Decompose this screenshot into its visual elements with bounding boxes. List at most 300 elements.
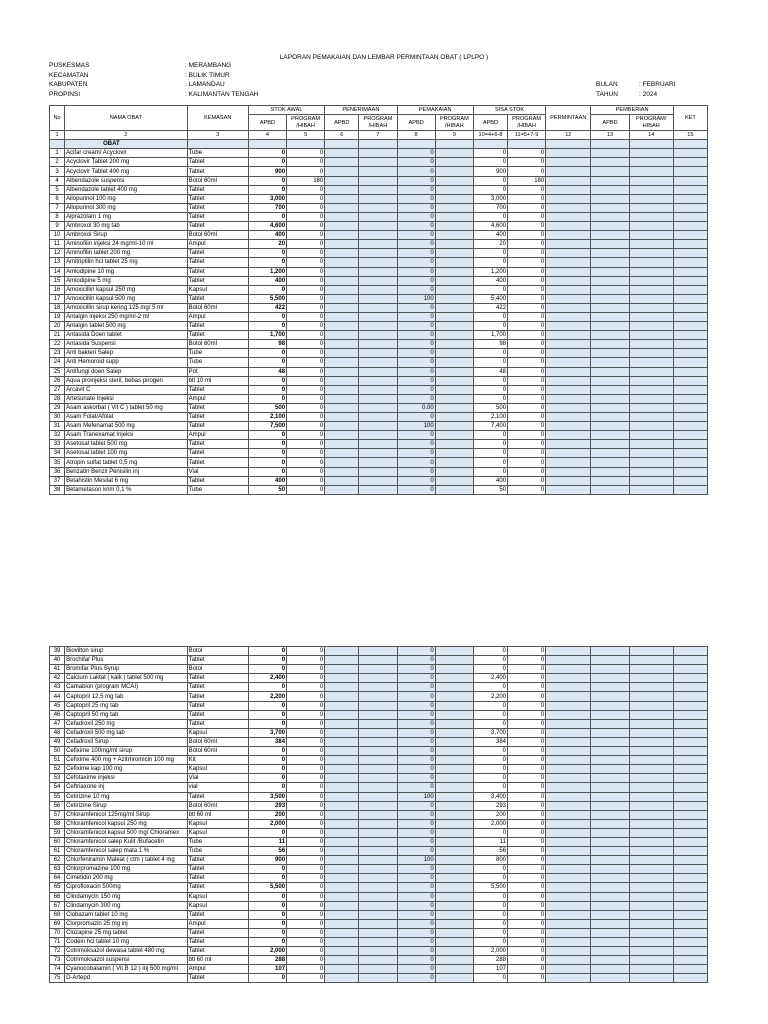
cell-pemakaian-apbd: 0 xyxy=(397,349,435,358)
cell-ket xyxy=(673,467,707,476)
cell-stok-awal-program: 0 xyxy=(287,249,325,258)
cell-stok-awal-program: 0 xyxy=(287,737,325,746)
cell-pemakaian-program xyxy=(435,367,473,376)
cell-sisa-program: 0 xyxy=(508,774,546,783)
cell-permintaan xyxy=(546,340,591,349)
cell-sisa-program: 0 xyxy=(508,403,546,412)
cell-sisa-apbd: 0 xyxy=(473,394,507,403)
cell-penerimaan-apbd xyxy=(325,240,359,249)
cell-stok-awal-program: 0 xyxy=(287,956,325,965)
cell-no: 70 xyxy=(50,928,65,937)
cell-stok-awal-program: 0 xyxy=(287,458,325,467)
cell-stok-awal-apbd: 2,200 xyxy=(248,692,286,701)
cell-pemakaian-program xyxy=(435,212,473,221)
cell-pemberian-program xyxy=(629,801,673,810)
cell-no: 5 xyxy=(50,185,65,194)
cell-penerimaan-program xyxy=(359,701,397,710)
cell-sisa-program: 0 xyxy=(508,910,546,919)
cell-stok-awal-apbd: 5,500 xyxy=(248,294,286,303)
cell-sisa-program: 0 xyxy=(508,701,546,710)
cell-no: 42 xyxy=(50,674,65,683)
cell-sisa-program: 0 xyxy=(508,322,546,331)
cell-stok-awal-program: 0 xyxy=(287,158,325,167)
cell-sisa-program: 0 xyxy=(508,883,546,892)
cell-kemasan: Tablet xyxy=(187,422,248,431)
table-row xyxy=(50,322,708,331)
cell-pemberian-apbd xyxy=(591,774,629,783)
cell-penerimaan-apbd xyxy=(325,249,359,258)
cell-pemakaian-program xyxy=(435,240,473,249)
cell-stok-awal-apbd: 50 xyxy=(248,485,286,494)
table-row xyxy=(50,212,708,221)
cell-permintaan xyxy=(546,167,591,176)
cell-stok-awal-program: 0 xyxy=(287,847,325,856)
cell-nama-obat: Chlorpromazine 100 mg xyxy=(65,865,188,874)
cell-stok-awal-apbd: 500 xyxy=(248,403,286,412)
cell-nama-obat: Amitriptilin hcl tablet 25 mg xyxy=(65,258,188,267)
cell-pemakaian-program xyxy=(435,919,473,928)
cell-permintaan xyxy=(546,792,591,801)
cell-pemakaian-program xyxy=(435,394,473,403)
table-row xyxy=(50,837,708,846)
cell-ket xyxy=(673,837,707,846)
cell-sisa-apbd: 800 xyxy=(473,856,507,865)
cell-stok-awal-apbd: 900 xyxy=(248,167,286,176)
cell-pemberian-program xyxy=(629,231,673,240)
cell-stok-awal-apbd: 0 xyxy=(248,892,286,901)
cell-kemasan: Tablet xyxy=(187,476,248,485)
cell-stok-awal-program: 0 xyxy=(287,167,325,176)
cell-sisa-program: 0 xyxy=(508,874,546,883)
cell-penerimaan-program xyxy=(359,249,397,258)
cell-sisa-apbd: 900 xyxy=(473,167,507,176)
cell-penerimaan-program xyxy=(359,385,397,394)
cell-sisa-apbd: 0 xyxy=(473,683,507,692)
cell-kemasan: Tube xyxy=(187,349,248,358)
cell-pemberian-program xyxy=(629,167,673,176)
cell-permintaan xyxy=(546,267,591,276)
cell-permintaan xyxy=(546,865,591,874)
cell-kemasan: Tablet xyxy=(187,974,248,983)
cell-permintaan xyxy=(546,476,591,485)
cell-kemasan: Tablet xyxy=(187,413,248,422)
sub-program-hibah: PROGRAM /HIBAH xyxy=(359,115,397,131)
cell-pemberian-program xyxy=(629,312,673,321)
cell-ket xyxy=(673,783,707,792)
table-row xyxy=(50,892,708,901)
cell-pemberian-apbd xyxy=(591,476,629,485)
cell-penerimaan-program xyxy=(359,728,397,737)
cell-pemberian-program xyxy=(629,883,673,892)
cell-ket xyxy=(673,728,707,737)
cell-pemberian-apbd xyxy=(591,185,629,194)
meta-value-bulan: : FEBRUARI xyxy=(639,81,676,88)
cell-sisa-apbd: 0 xyxy=(473,701,507,710)
cell-pemberian-apbd xyxy=(591,258,629,267)
table-row xyxy=(50,828,708,837)
cell-ket xyxy=(673,276,707,285)
cell-pemakaian-program xyxy=(435,938,473,947)
cell-pemakaian-apbd: 0 xyxy=(397,837,435,846)
cell-penerimaan-program xyxy=(359,458,397,467)
cell-penerimaan-apbd xyxy=(325,756,359,765)
cell-pemakaian-program xyxy=(435,431,473,440)
cell-pemberian-apbd xyxy=(591,737,629,746)
cell-pemakaian-apbd: 0 xyxy=(397,965,435,974)
cell-stok-awal-program: 0 xyxy=(287,449,325,458)
col-num: 5 xyxy=(287,131,325,140)
cell-pemberian-apbd xyxy=(591,312,629,321)
cell-penerimaan-program xyxy=(359,665,397,674)
cell-ket xyxy=(673,185,707,194)
cell-stok-awal-program: 0 xyxy=(287,974,325,983)
cell-pemberian-program xyxy=(629,422,673,431)
cell-stok-awal-program: 0 xyxy=(287,394,325,403)
cell-ket xyxy=(673,756,707,765)
cell-stok-awal-apbd: 0 xyxy=(248,665,286,674)
cell-sisa-program: 0 xyxy=(508,810,546,819)
col-pemakaian: PEMAKAIAN xyxy=(397,106,473,115)
cell-stok-awal-program: 0 xyxy=(287,837,325,846)
cell-kemasan: Tablet xyxy=(187,458,248,467)
cell-kemasan: Tablet xyxy=(187,674,248,683)
cell-sisa-apbd: 2,100 xyxy=(473,413,507,422)
cell-pemakaian-program xyxy=(435,865,473,874)
cell-pemakaian-apbd: 0 xyxy=(397,340,435,349)
cell-stok-awal-program: 0 xyxy=(287,358,325,367)
cell-sisa-program: 0 xyxy=(508,212,546,221)
cell-permintaan xyxy=(546,710,591,719)
cell-stok-awal-program: 0 xyxy=(287,185,325,194)
cell-pemberian-program xyxy=(629,728,673,737)
cell-pemberian-apbd xyxy=(591,665,629,674)
table-row xyxy=(50,883,708,892)
cell-pemakaian-apbd: 0 xyxy=(397,874,435,883)
cell-permintaan xyxy=(546,647,591,656)
cell-stok-awal-program: 0 xyxy=(287,203,325,212)
cell-pemakaian-program xyxy=(435,656,473,665)
cell-stok-awal-apbd: 0 xyxy=(248,440,286,449)
cell-pemakaian-apbd: 0 xyxy=(397,467,435,476)
cell-ket xyxy=(673,249,707,258)
cell-no: 23 xyxy=(50,349,65,358)
cell-ket xyxy=(673,737,707,746)
col-permintaan: PERMINTAAN xyxy=(546,106,591,131)
cell-stok-awal-program: 0 xyxy=(287,728,325,737)
cell-permintaan xyxy=(546,231,591,240)
cell-stok-awal-apbd: 400 xyxy=(248,231,286,240)
cell-stok-awal-program: 0 xyxy=(287,756,325,765)
cell-pemberian-apbd xyxy=(591,674,629,683)
cell-sisa-apbd: 0 xyxy=(473,874,507,883)
cell-ket xyxy=(673,674,707,683)
cell-ket xyxy=(673,774,707,783)
cell-stok-awal-apbd: 2,000 xyxy=(248,819,286,828)
cell-ket xyxy=(673,240,707,249)
table-row xyxy=(50,774,708,783)
cell-pemakaian-apbd: 0 xyxy=(397,774,435,783)
cell-kemasan: Kapsul xyxy=(187,819,248,828)
cell-no: 2 xyxy=(50,158,65,167)
cell-penerimaan-apbd xyxy=(325,485,359,494)
cell-no: 9 xyxy=(50,222,65,231)
cell-ket xyxy=(673,303,707,312)
cell-pemakaian-program xyxy=(435,458,473,467)
cell-ket xyxy=(673,665,707,674)
table-row xyxy=(50,231,708,240)
cell-pemberian-apbd xyxy=(591,883,629,892)
cell-nama-obat: Cefadroxil Sirup xyxy=(65,737,188,746)
cell-pemakaian-program xyxy=(435,665,473,674)
cell-nama-obat: Brochifar Plus xyxy=(65,656,188,665)
cell-penerimaan-apbd xyxy=(325,947,359,956)
cell-pemakaian-apbd: 0 xyxy=(397,674,435,683)
cell-stok-awal-program: 0 xyxy=(287,258,325,267)
cell-ket xyxy=(673,422,707,431)
cell-nama-obat: Atropin sulfat tablet 0,5 mg xyxy=(65,458,188,467)
cell-no: 1 xyxy=(50,149,65,158)
cell-stok-awal-program: 0 xyxy=(287,683,325,692)
cell-pemakaian-program xyxy=(435,285,473,294)
cell-pemberian-program xyxy=(629,449,673,458)
cell-no: 74 xyxy=(50,965,65,974)
table-row xyxy=(50,928,708,937)
cell-stok-awal-apbd: 0 xyxy=(248,394,286,403)
cell-kemasan: Tablet xyxy=(187,322,248,331)
cell-no: 12 xyxy=(50,249,65,258)
cell-sisa-apbd: 0 xyxy=(473,756,507,765)
cell-sisa-apbd: 0 xyxy=(473,828,507,837)
cell-ket xyxy=(673,440,707,449)
cell-permintaan xyxy=(546,458,591,467)
col-num: 9 xyxy=(435,131,473,140)
cell-stok-awal-apbd: 0 xyxy=(248,312,286,321)
cell-ket xyxy=(673,294,707,303)
cell-kemasan: Tablet xyxy=(187,856,248,865)
cell-penerimaan-apbd xyxy=(325,956,359,965)
cell-permintaan xyxy=(546,765,591,774)
cell-pemakaian-program xyxy=(435,222,473,231)
col-num: 10=4+6-8 xyxy=(473,131,507,140)
cell-stok-awal-program: 0 xyxy=(287,892,325,901)
cell-pemberian-apbd xyxy=(591,449,629,458)
cell-pemakaian-apbd: 0 xyxy=(397,394,435,403)
cell-pemakaian-program xyxy=(435,956,473,965)
table-row xyxy=(50,485,708,494)
cell-stok-awal-apbd: 0 xyxy=(248,249,286,258)
cell-pemberian-apbd xyxy=(591,756,629,765)
cell-stok-awal-program: 0 xyxy=(287,919,325,928)
cell-kemasan: Kapsul xyxy=(187,901,248,910)
cell-penerimaan-program xyxy=(359,222,397,231)
cell-penerimaan-program xyxy=(359,485,397,494)
cell-penerimaan-apbd xyxy=(325,294,359,303)
cell-no: 54 xyxy=(50,783,65,792)
cell-pemakaian-apbd: 0 xyxy=(397,303,435,312)
cell-penerimaan-apbd xyxy=(325,285,359,294)
sub-program-hibah: PROGRAM /HIBAH xyxy=(508,115,546,131)
cell-stok-awal-apbd: 0 xyxy=(248,756,286,765)
table-row xyxy=(50,938,708,947)
cell-pemakaian-program xyxy=(435,349,473,358)
cell-stok-awal-program: 0 xyxy=(287,665,325,674)
table-row xyxy=(50,249,708,258)
cell-kemasan: Tablet xyxy=(187,928,248,937)
cell-stok-awal-program: 0 xyxy=(287,403,325,412)
meta-label-tahun: TAHUN xyxy=(596,90,618,98)
cell-penerimaan-program xyxy=(359,276,397,285)
cell-stok-awal-apbd: 5,500 xyxy=(248,883,286,892)
cell-no: 69 xyxy=(50,919,65,928)
cell-stok-awal-apbd: 3,500 xyxy=(248,792,286,801)
cell-pemakaian-apbd: 0 xyxy=(397,656,435,665)
table-row xyxy=(50,728,708,737)
cell-sisa-apbd: 48 xyxy=(473,367,507,376)
cell-penerimaan-program xyxy=(359,331,397,340)
cell-pemakaian-apbd: 0 xyxy=(397,440,435,449)
cell-stok-awal-program: 0 xyxy=(287,828,325,837)
cell-sisa-program: 0 xyxy=(508,222,546,231)
table-row xyxy=(50,765,708,774)
cell-pemakaian-apbd: 0 xyxy=(397,458,435,467)
cell-penerimaan-program xyxy=(359,203,397,212)
cell-sisa-apbd: 0 xyxy=(473,656,507,665)
cell-kemasan: Vial xyxy=(187,774,248,783)
col-num: 8 xyxy=(397,131,435,140)
col-num: 4 xyxy=(248,131,286,140)
cell-kemasan: Botol 60ml xyxy=(187,340,248,349)
cell-penerimaan-program xyxy=(359,810,397,819)
cell-sisa-program: 0 xyxy=(508,647,546,656)
table-row xyxy=(50,665,708,674)
cell-pemakaian-program xyxy=(435,737,473,746)
cell-sisa-program: 0 xyxy=(508,303,546,312)
cell-sisa-apbd: 0 xyxy=(473,467,507,476)
cell-pemberian-program xyxy=(629,249,673,258)
cell-kemasan: Botol 60ml xyxy=(187,176,248,185)
cell-nama-obat: Aminofilin injeksi 24 mg/ml-10 ml xyxy=(65,240,188,249)
cell-ket xyxy=(673,792,707,801)
cell-pemakaian-apbd: 0 xyxy=(397,194,435,203)
table-row xyxy=(50,801,708,810)
cell-pemberian-apbd xyxy=(591,747,629,756)
cell-penerimaan-apbd xyxy=(325,692,359,701)
cell-nama-obat: Bromifar Plus Syrup xyxy=(65,665,188,674)
table-row xyxy=(50,358,708,367)
cell-pemberian-program xyxy=(629,910,673,919)
cell-pemberian-apbd xyxy=(591,203,629,212)
cell-pemakaian-program xyxy=(435,449,473,458)
cell-permintaan xyxy=(546,194,591,203)
cell-pemberian-apbd xyxy=(591,212,629,221)
cell-stok-awal-program: 0 xyxy=(287,783,325,792)
cell-penerimaan-apbd xyxy=(325,847,359,856)
cell-sisa-program: 0 xyxy=(508,928,546,937)
cell-pemakaian-program xyxy=(435,485,473,494)
meta-label-kecamatan: KECAMATAN xyxy=(49,71,89,79)
cell-pemberian-apbd xyxy=(591,431,629,440)
cell-stok-awal-program: 180 xyxy=(287,176,325,185)
cell-nama-obat: Antifungi doen Salep xyxy=(65,367,188,376)
cell-pemakaian-program xyxy=(435,856,473,865)
cell-stok-awal-apbd: 700 xyxy=(248,203,286,212)
col-penerimaan: PENERIMAAN xyxy=(325,106,397,115)
cell-penerimaan-apbd xyxy=(325,819,359,828)
cell-penerimaan-apbd xyxy=(325,203,359,212)
cell-stok-awal-program: 0 xyxy=(287,719,325,728)
cell-penerimaan-program xyxy=(359,756,397,765)
cell-penerimaan-program xyxy=(359,413,397,422)
cell-penerimaan-program xyxy=(359,874,397,883)
cell-ket xyxy=(673,828,707,837)
col-num: 7 xyxy=(359,131,397,140)
cell-pemberian-apbd xyxy=(591,910,629,919)
cell-sisa-apbd: 0 xyxy=(473,719,507,728)
cell-pemakaian-program xyxy=(435,883,473,892)
table-row xyxy=(50,919,708,928)
cell-pemakaian-apbd: 0 xyxy=(397,413,435,422)
cell-pemakaian-program xyxy=(435,467,473,476)
cell-no: 58 xyxy=(50,819,65,828)
cell-penerimaan-program xyxy=(359,747,397,756)
section-label: OBAT xyxy=(65,140,188,149)
cell-sisa-program: 0 xyxy=(508,756,546,765)
cell-nama-obat: Acyclovir Tablet 400 mg xyxy=(65,167,188,176)
cell-pemberian-apbd xyxy=(591,340,629,349)
cell-sisa-program: 0 xyxy=(508,692,546,701)
cell-penerimaan-apbd xyxy=(325,828,359,837)
cell-permintaan xyxy=(546,974,591,983)
table-row xyxy=(50,176,708,185)
cell-sisa-apbd: 4,600 xyxy=(473,222,507,231)
cell-ket xyxy=(673,158,707,167)
table-row xyxy=(50,285,708,294)
cell-permintaan xyxy=(546,656,591,665)
table-row xyxy=(50,403,708,412)
cell-ket xyxy=(673,458,707,467)
cell-pemakaian-apbd: 0 xyxy=(397,947,435,956)
cell-penerimaan-apbd xyxy=(325,810,359,819)
meta-value-propinsi: : KALIMANTAN TENGAH xyxy=(185,91,259,99)
cell-stok-awal-program: 0 xyxy=(287,810,325,819)
cell-stok-awal-apbd: 0 xyxy=(248,710,286,719)
cell-nama-obat: Asam askorbat ( Vit C ) tablet 50 mg xyxy=(65,403,188,412)
cell-pemakaian-program xyxy=(435,440,473,449)
cell-no: 20 xyxy=(50,322,65,331)
table-row xyxy=(50,747,708,756)
cell-nama-obat: Anti Hemoroid supp xyxy=(65,358,188,367)
cell-permintaan xyxy=(546,692,591,701)
cell-stok-awal-program: 0 xyxy=(287,340,325,349)
cell-pemakaian-apbd: 0 xyxy=(397,258,435,267)
cell-nama-obat: Captopril 50 mg tab xyxy=(65,710,188,719)
cell-pemberian-apbd xyxy=(591,358,629,367)
cell-pemakaian-apbd: 0 xyxy=(397,331,435,340)
cell-ket xyxy=(673,656,707,665)
cell-pemberian-program xyxy=(629,901,673,910)
cell-pemberian-apbd xyxy=(591,783,629,792)
cell-penerimaan-apbd xyxy=(325,674,359,683)
cell-nama-obat: Asam Mefenamat 500 mg xyxy=(65,422,188,431)
cell-ket xyxy=(673,847,707,856)
cell-pemberian-program xyxy=(629,194,673,203)
cell-kemasan: Tablet xyxy=(187,258,248,267)
cell-kemasan: Botol 60ml xyxy=(187,737,248,746)
cell-sisa-apbd: 50 xyxy=(473,485,507,494)
cell-nama-obat: Allopurinol 100 mg xyxy=(65,194,188,203)
cell-nama-obat: Cyanocobalamin ( Vit B 12 ) inj 500 mg/ml xyxy=(65,965,188,974)
cell-kemasan: Tablet xyxy=(187,194,248,203)
